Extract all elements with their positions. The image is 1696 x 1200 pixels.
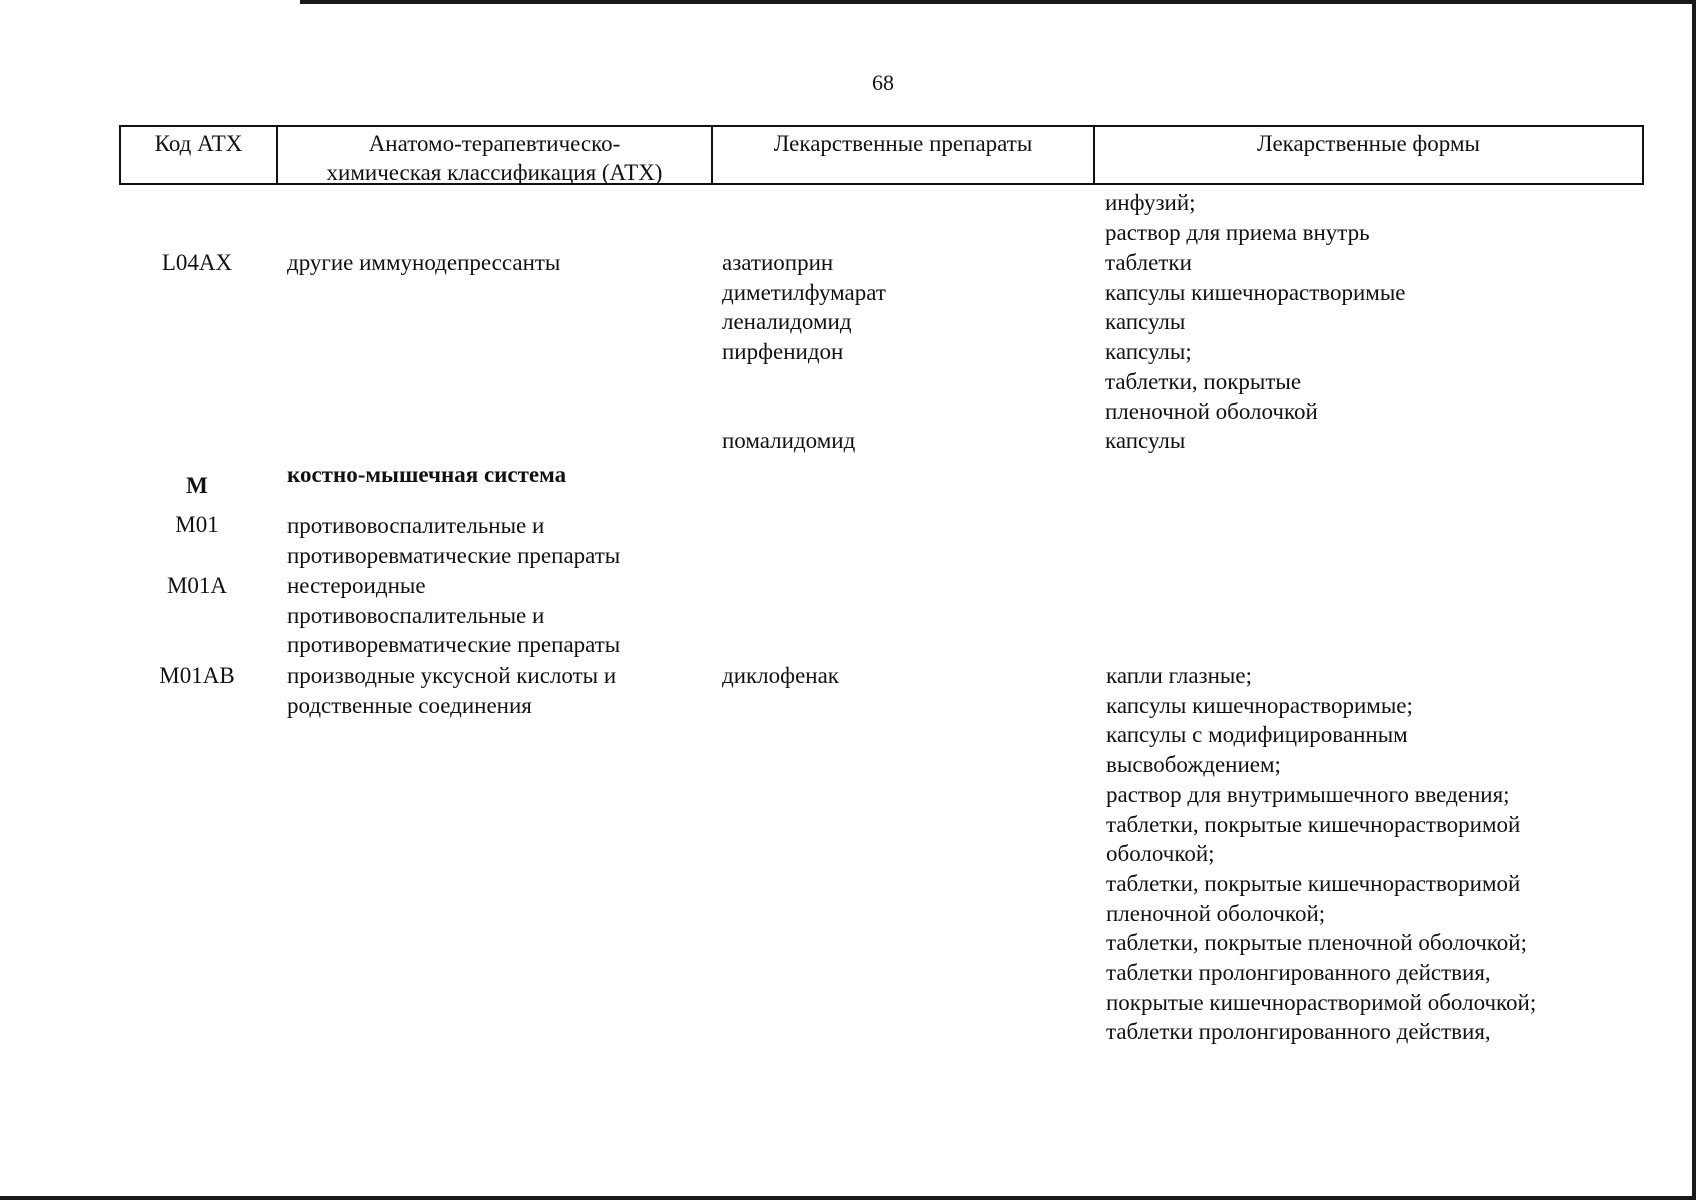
forms-m01ab: капли глазные; капсулы кишечнорастворимые; капсулы с модифицированным высвобождением; раствор для внутримышечного введения; таблетки, покрытые кишечнорастворимой оболочкой; таблетки, покрытые кишечнорастворимой пленочной оболочкой; таблетки, покрытые пленочной оболочкой; таблетки пролонгированного действия, покрытые кишечнорастворимой оболочкой; таблетки пролонгированного действия, — [1106, 663, 1537, 1045]
atc-name-m01ab: производные уксусной кислоты и родственные соединения — [287, 663, 617, 718]
page-number: 68 — [872, 70, 894, 95]
atc-name-m: костно-мышечная система — [287, 462, 567, 487]
drugs-l04ax: азатиоприн диметилфумарат леналидомид пирфенидон помалидомид — [722, 250, 886, 454]
scan-border-right — [1692, 0, 1696, 1200]
scan-border-bottom — [0, 1196, 1696, 1200]
atc-code-l04ax: L04AX — [161, 250, 233, 275]
forms-continuation: инфузий; раствор для приема внутрь — [1105, 190, 1370, 245]
header-dosage-forms: Лекарственные формы — [1257, 131, 1480, 156]
atc-name-l04ax: другие иммунодепрессанты — [287, 250, 561, 275]
header-atc-code: Код АТХ — [154, 131, 243, 156]
drugs-m01ab: диклофенак — [722, 663, 839, 688]
atc-name-m01a: нестероидные противовоспалительные и противоревматические препараты — [287, 573, 621, 658]
atc-name-m01: противовоспалительные и противоревматические препараты — [287, 513, 621, 568]
scan-border-gap — [0, 0, 300, 4]
atc-code-m: M — [186, 473, 208, 498]
header-atc-classification: Анатомо-терапевтическо- химическая классификация (АТХ) — [326, 131, 663, 185]
forms-l04ax: таблетки капсулы кишечнорастворимые капсулы капсулы; таблетки, покрытые пленочной оболочкой капсулы — [1105, 250, 1406, 454]
atc-code-m01: M01 — [175, 512, 219, 537]
atc-code-m01ab: M01AB — [159, 663, 235, 688]
table-header — [119, 125, 1644, 185]
atc-code-m01a: M01A — [166, 573, 228, 598]
header-drugs: Лекарственные препараты — [773, 131, 1033, 156]
